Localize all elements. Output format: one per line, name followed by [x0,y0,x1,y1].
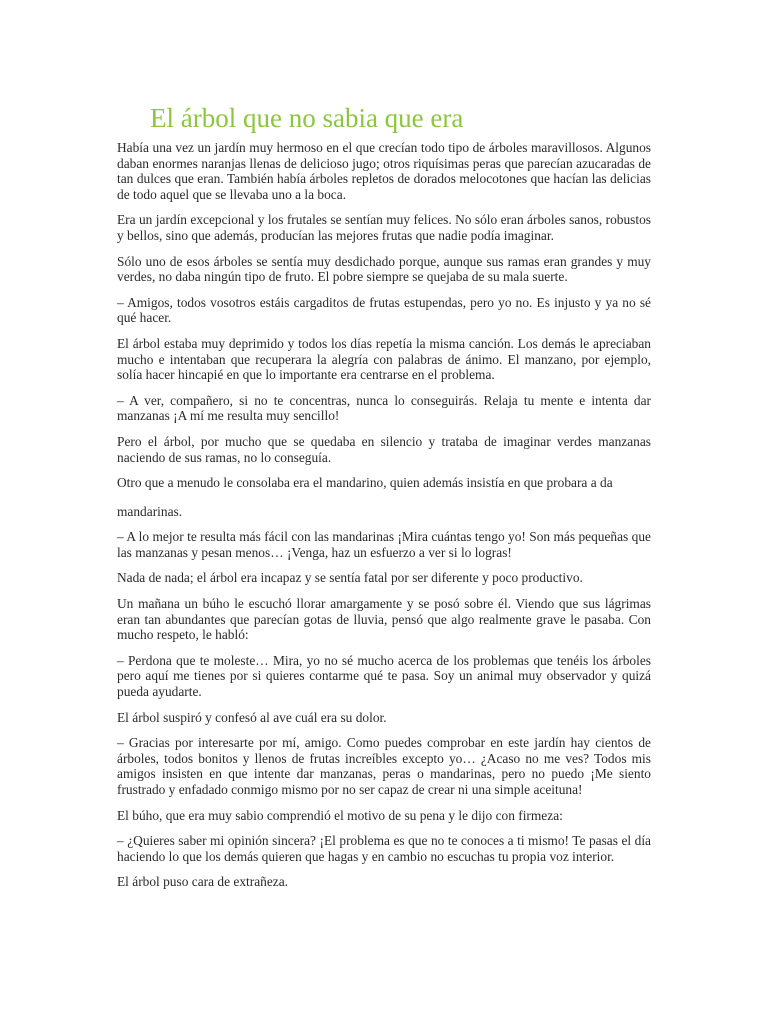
paragraph: Nada de nada; el árbol era incapaz y se sentía fatal por ser diferente y poco productivo. [117,570,583,586]
paragraph: El árbol estaba muy deprimido y todos los días repetía la misma canción. Los demás le apreciaban mucho e intentaban que recuperara la alegría con palabras de ánimo. El manzano, por ejemplo, solía hacer hincapié en que lo importante era centrarse en el problema. [117,335,651,383]
paragraph: – Perdona que te moleste… Mira, yo no sé mucho acerca de los problemas que tenéis los árboles pero aquí me tienes por si quieres contarme qué te pasa. Soy un animal muy observador y quizá pueda ayudarte. [117,652,651,700]
paragraph: El búho, que era muy sabio comprendió el motivo de su pena y le dijo con firmeza: [117,807,563,823]
paragraph: mandarinas. [117,503,183,519]
paragraph: El árbol suspiró y confesó al ave cuál era su dolor. [117,709,387,725]
paragraph: – Gracias por interesarte por mí, amigo. Como puedes comprobar en este jardín hay cientos de árboles, todos bonitos y llenos de frutas increíbles excepto yo… ¿Acaso no me ves? Todos mis amigos insisten en que intente dar manzanas, peras o mandarinas, pero no puedo ¡Me siento frustrado y enfadado conmigo mismo por no ser capaz de crear ni una simple aceituna! [117,735,651,797]
paragraph: Sólo uno de esos árboles se sentía muy desdichado porque, aunque sus ramas eran grandes y muy verdes, no daba ningún tipo de fruto. El pobre siempre se quejaba de su mala suerte. [117,253,651,285]
paragraph: El árbol puso cara de extrañeza. [117,874,289,890]
paragraph: Otro que a menudo le consolaba era el mandarino, quien además insistía en que probara a da [117,475,613,491]
paragraph: – A ver, compañero, si no te concentras, nunca lo conseguirás. Relaja tu mente e intenta dar manzanas ¡A mí me resulta muy sencillo! [117,392,651,424]
paragraph: Pero el árbol, por mucho que se quedaba en silencio y trataba de imaginar verdes manzanas naciendo de sus ramas, no lo conseguía. [117,433,651,465]
paragraph: – ¿Quieres saber mi opinión sincera? ¡El problema es que no te conoces a ti mismo! Te pasas el día haciendo lo que los demás quieren que hagas y en cambio no escuchas tu propia voz interior. [117,833,651,864]
paragraph: Había una vez un jardín muy hermoso en el que crecían todo tipo de árboles maravillosos. Algunos daban enormes naranjas llenas de delicioso jugo; otros riquísimas peras que parecían azucaradas de tan dulces que eran. También había árboles repletos de dorados melocotones que hacían las delicias de todo aquel que se llevaba uno a la boca. [117,140,651,202]
paragraph: Un mañana un búho le escuchó llorar amargamente y se posó sobre él. Viendo que sus lágrimas eran tan abundantes que parecían gotas de lluvia, pensó que algo realmente grave le pasaba. Con mucho respeto, le habló: [117,596,651,643]
paragraph: – A lo mejor te resulta más fácil con las mandarinas ¡Mira cuántas tengo yo! Son más pequeñas que las manzanas y pesan menos… ¡Venga, haz un esfuerzo a ver si lo logras! [117,529,651,560]
paragraph: Era un jardín excepcional y los frutales se sentían muy felices. No sólo eran árboles sanos, robustos y bellos, sino que además, producían las mejores frutas que nadie podía imaginar. [117,212,651,243]
document-body [117,140,651,900]
paragraph: – Amigos, todos vosotros estáis cargaditos de frutas estupendas, pero yo no. Es injusto y ya no sé qué hacer. [117,294,651,326]
document-title: El árbol que no sabia que era [150,103,464,133]
